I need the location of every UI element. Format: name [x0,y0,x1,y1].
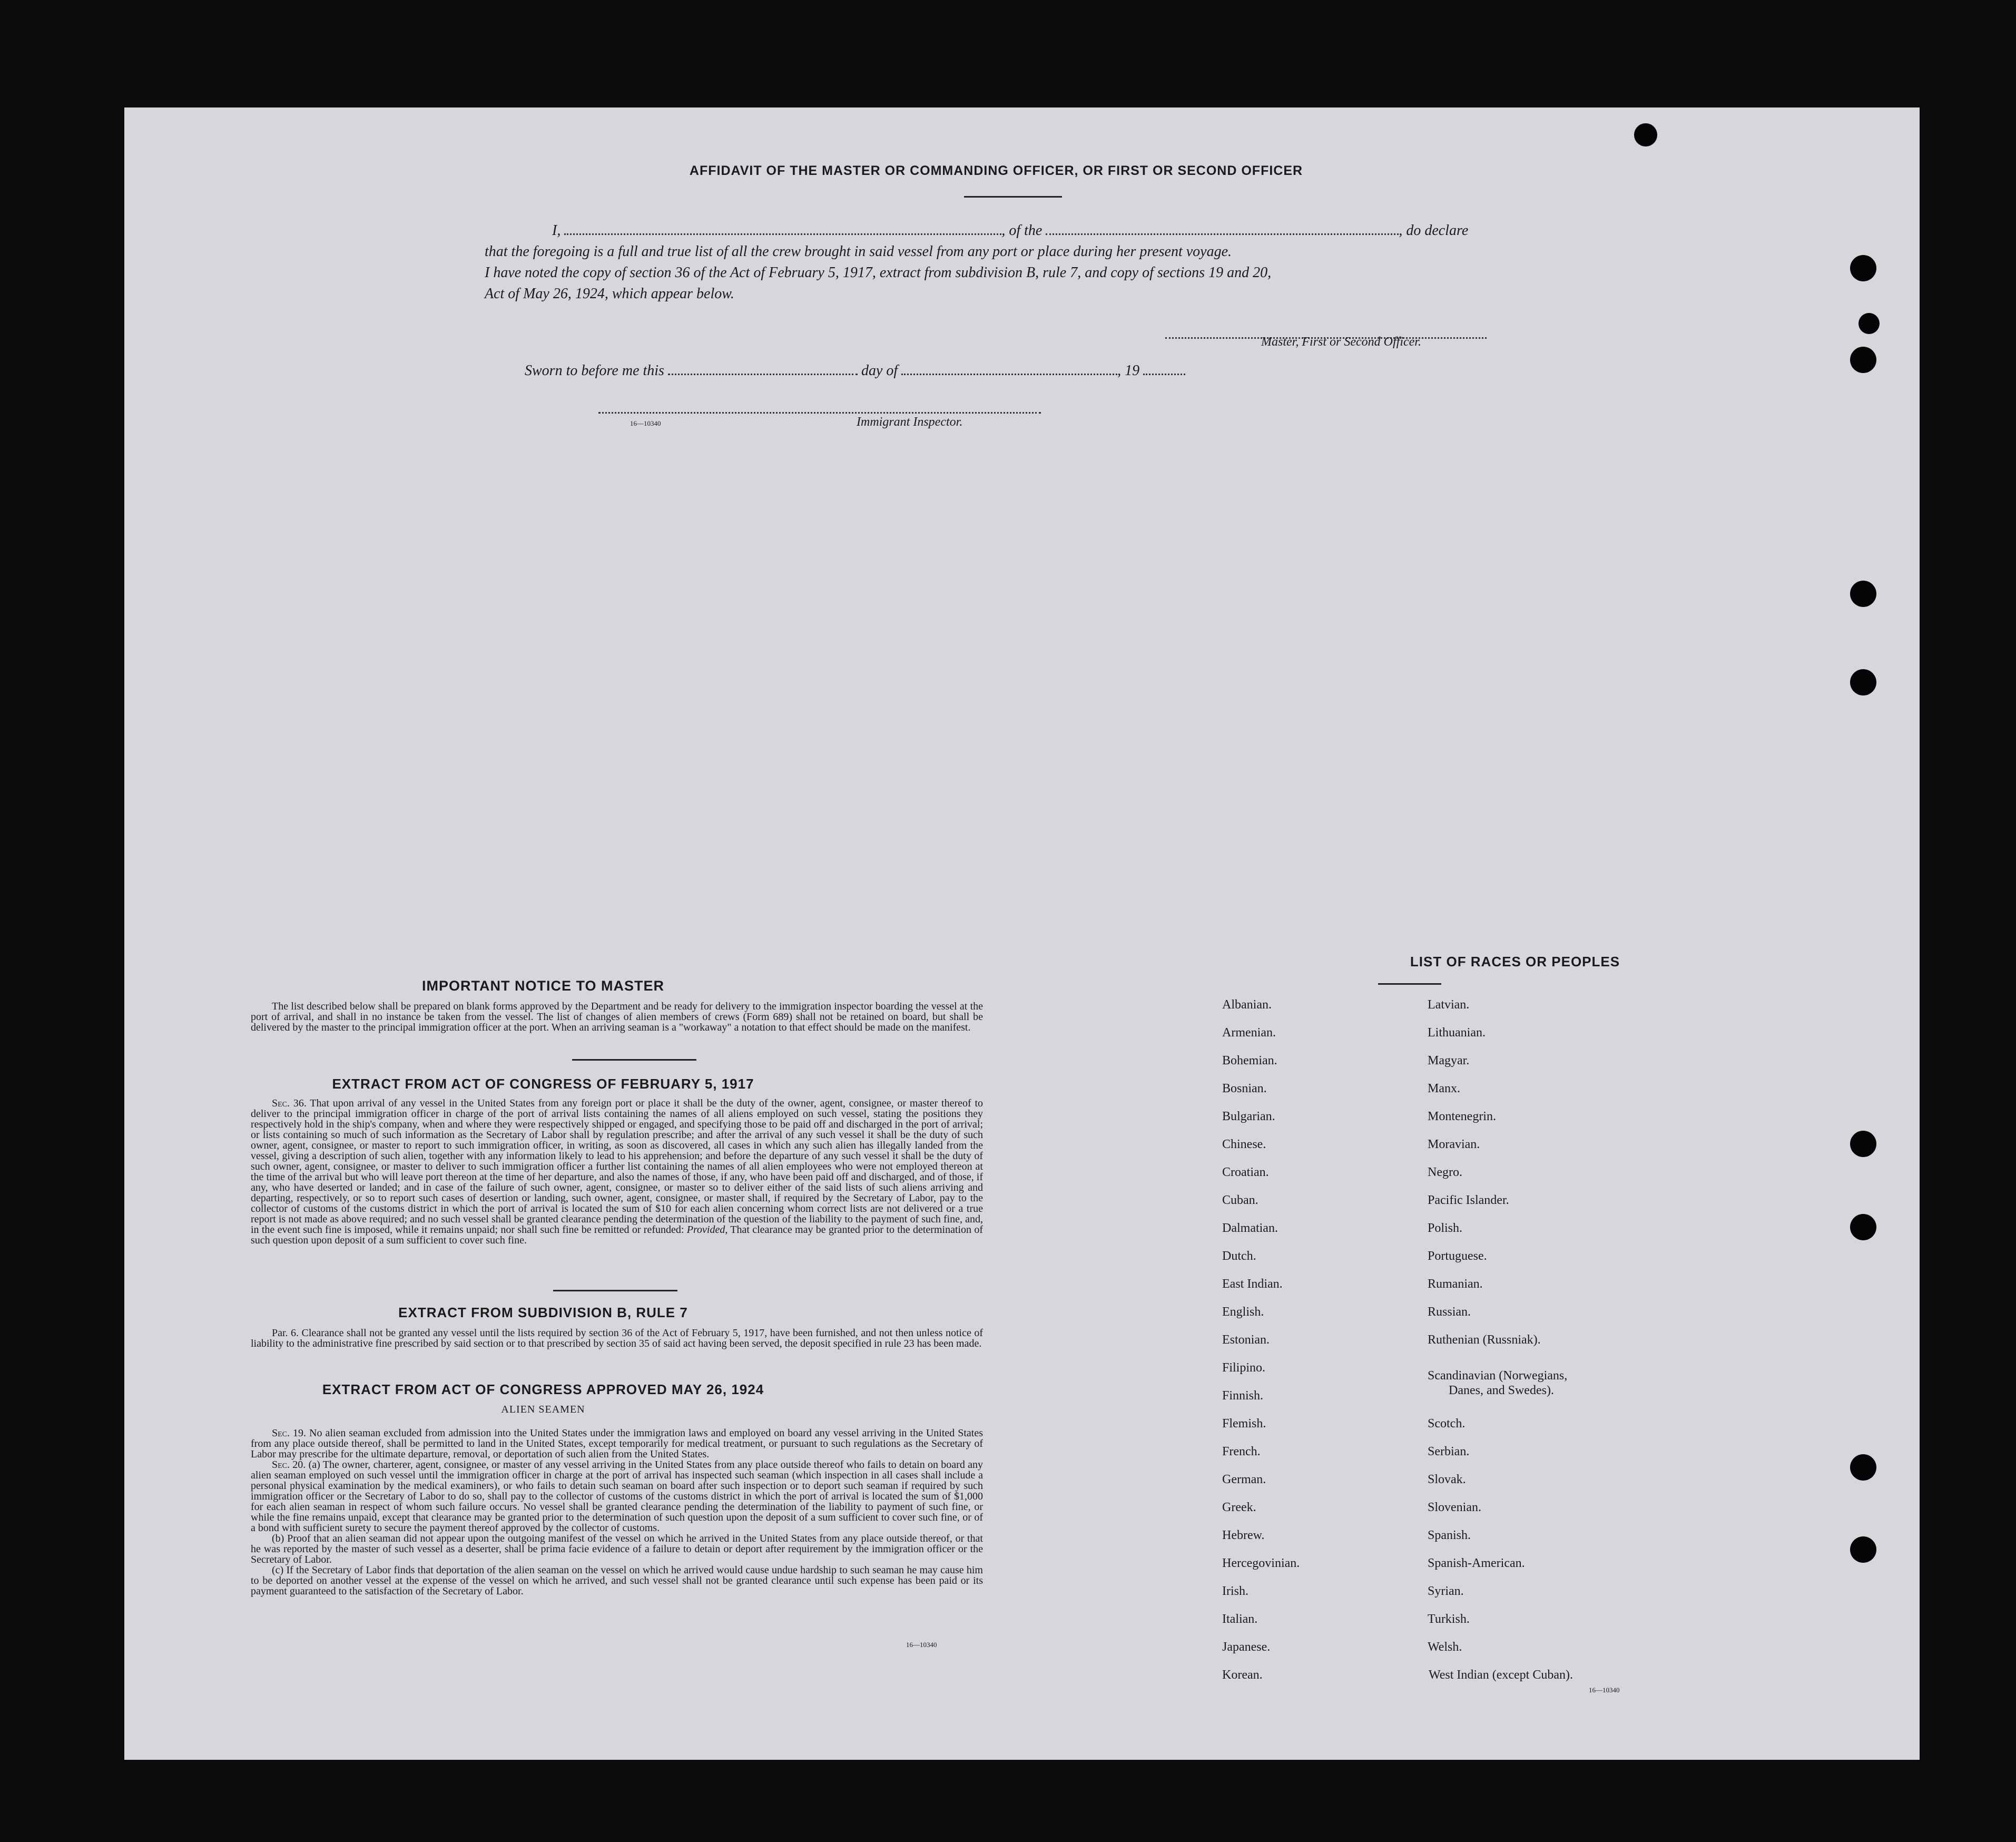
sec36-provided: Provided, [686,1224,728,1236]
sworn-line [525,362,1185,379]
affidavit-line4: Act of May 26, 1924, which appear below. [485,286,734,302]
race-left-7: Croatian. [1222,1165,1269,1179]
sec20c-text: (c) If the Secretary of Labor finds that deportation of the alien seaman on the vessel on which he arrived would cause undue hardship to such seaman he may cause him to be deported on another vessel at the expense of the vessel on which he arrived, and such vessel shall not be granted clearance until such expense has been paid or its payment guaranteed to the satisfaction of the Secretary of Labor. [251,1564,983,1597]
race-right-15: Danes, and Swedes). [1449,1384,1554,1397]
race-right-18: Slovak. [1428,1473,1466,1486]
extract-1917-body [251,1098,983,1246]
punch-hole-5 [1850,581,1876,607]
extract-1924-body [251,1428,983,1596]
punch-hole-8 [1850,1214,1876,1240]
race-left-17: French. [1222,1445,1261,1458]
race-right-16: Scotch. [1428,1417,1466,1431]
year-text: , 19 [1117,362,1140,379]
race-right-13: Ruthenian (Russniak). [1428,1333,1541,1347]
punch-hole-2 [1850,255,1876,281]
sworn-year-blank[interactable] [1143,374,1185,375]
affidavit-title: AFFIDAVIT OF THE MASTER OR COMMANDING OFFICER, OR FIRST OR SECOND OFFICER [689,163,1303,178]
race-left-16: Flemish. [1222,1417,1266,1431]
race-right-7: Negro. [1428,1165,1462,1179]
race-right-9: Polish. [1428,1221,1463,1235]
inspector-label: Immigrant Inspector. [857,415,963,429]
race-right-6: Moravian. [1428,1138,1480,1151]
sec20b-text: (b) Proof that an alien seaman did not appear upon the outgoing manifest of the vessel on which he arrived in the United States from any place outside thereof, or that he was reported by the master of such vessel as a deserter, shall be prima facie evidence of a failure to detain or deport after requirement by the immigration officer or the Secretary of Labor. [251,1533,983,1565]
affidavit-line3: I have noted the copy of section 36 of the Act of February 5, 1917, extract from subdivision B, rule 7, and copy of sections 19 and 20, [485,264,1272,281]
notice-body [251,1001,983,1033]
race-right-14: Scandinavian (Norwegians, [1428,1369,1568,1383]
form-number-top: 16—10340 [630,419,661,427]
form-number-left: 16—10340 [906,1641,937,1649]
race-left-18: German. [1222,1473,1266,1486]
race-left-8: Cuban. [1222,1193,1258,1207]
race-left-10: Dutch. [1222,1249,1256,1263]
race-right-12: Russian. [1428,1305,1471,1319]
sworn-date-blank[interactable] [668,374,858,375]
sworn-text: Sworn to before me this [525,362,664,379]
race-right-17: Serbian. [1428,1445,1470,1458]
sec20a-text: (a) The owner, charterer, agent, consignee, or master of any vessel arriving in the United States from any place outside thereof who fails to detain on board any alien seaman employed on such vessel until the immigration officer in charge at the port of arrival has inspected such seaman (which inspection in all cases shall include a personal physical examination by the medical examiners), or who fails to detain such seaman on board after such inspection or to deport such seaman if required by such immigration officer or the Secretary of Labor to do so, shall pay to the collector of customs of the customs district in which the port of arrival is located the sum of $1,000 for each alien seaman in respect of whom such failure occurs. No vessel shall be granted clearance pending the determination of the liability to payment of such fine, or while the fine remains unpaid, except that clearance may be granted prior to the determination of such question upon the deposit of a sum sufficient to cover such fine, or of a bond with sufficient surety to secure the payment thereof approved by the collector of customs. [251,1459,984,1534]
race-left-2: Armenian. [1222,1026,1276,1040]
race-right-25: West Indian (except Cuban). [1429,1668,1573,1682]
punch-hole-3 [1858,313,1880,334]
race-right-23: Turkish. [1428,1612,1470,1626]
race-left-11: East Indian. [1222,1277,1283,1291]
races-title-rule [1378,983,1441,985]
affidavit-line2: that the foregoing is a full and true list of all the crew brought in said vessel from any port or place during her present voyage. [485,243,1232,260]
race-left-22: Irish. [1222,1584,1248,1598]
notice-title: IMPORTANT NOTICE TO MASTER [422,978,664,994]
alien-seamen-heading: ALIEN SEAMEN [501,1404,585,1415]
race-right-1: Latvian. [1428,998,1470,1012]
race-right-2: Lithuanian. [1428,1026,1486,1040]
vessel-blank[interactable] [1046,233,1399,235]
affidavit-declare: , do declare [1399,222,1469,239]
race-right-5: Montenegrin. [1428,1110,1496,1123]
race-right-24: Welsh. [1428,1640,1462,1654]
name-blank[interactable] [564,233,1001,235]
race-right-4: Manx. [1428,1082,1460,1095]
race-right-19: Slovenian. [1428,1501,1481,1514]
sec20-label: Sec. 20. [272,1459,306,1471]
extract-1917-rule [572,1059,696,1061]
race-left-12: English. [1222,1305,1264,1319]
sec36-tail: That clearance may be granted prior to the determination of such question upon deposit of a sum sufficient to cover such fine. [251,1224,984,1246]
affidavit-title-rule [964,196,1062,198]
rule7-title: EXTRACT FROM SUBDIVISION B, RULE 7 [398,1305,688,1320]
inspector-signature-line[interactable] [598,412,1041,414]
race-left-13: Estonian. [1222,1333,1270,1347]
affidavit-line1 [552,222,1468,239]
extract-1924-title: EXTRACT FROM ACT OF CONGRESS APPROVED MAY 26, 1924 [322,1382,764,1397]
race-left-1: Albanian. [1222,998,1272,1012]
rule7-divider [553,1290,677,1291]
race-right-8: Pacific Islander. [1428,1193,1509,1207]
race-left-5: Bulgarian. [1222,1110,1275,1123]
race-right-11: Rumanian. [1428,1277,1483,1291]
race-left-14: Filipino. [1222,1361,1266,1375]
rule7-body [251,1328,983,1349]
rule7-text: Par. 6. Clearance shall not be granted any vessel until the lists required by section 36 of the Act of February 5, 1917, have been furnished, and not then unless notice of liability to the administrative fine prescribed by said section or to that prescribed by section 35 of said act having been served, the deposit specified in rule 23 has been made. [251,1327,983,1349]
race-left-21: Hercegovinian. [1222,1556,1300,1570]
sec19-label: Sec. 19. [272,1427,307,1439]
race-left-15: Finnish. [1222,1389,1264,1403]
punch-hole-9 [1850,1454,1876,1481]
form-number-right: 16—10340 [1589,1686,1620,1694]
punch-hole-4 [1850,347,1876,373]
race-left-23: Italian. [1222,1612,1258,1626]
form-sheet [124,107,1920,1760]
race-left-6: Chinese. [1222,1138,1266,1151]
master-signature-label: Master, First or Second Officer. [1261,335,1421,349]
race-left-20: Hebrew. [1222,1529,1265,1542]
day-of-text: day of [861,362,898,379]
punch-hole-10 [1850,1536,1876,1563]
punch-hole-6 [1850,669,1876,695]
race-right-22: Syrian. [1428,1584,1464,1598]
race-left-9: Dalmatian. [1222,1221,1278,1235]
punch-hole-7 [1850,1131,1876,1157]
sec36-text: That upon arrival of any vessel in the United States from any foreign port or place it shall be the duty of the owner, agent, consignee, or master thereof to deliver to the principal immigration officer in charge of the port of arrival lists containing the names of all aliens employed on such vessel, stating the positions they respectively hold in the ship's company, when and where they were respectively shipped or engaged, and specifying those to be paid off and discharged in the port of arrival; or lists containing so much of such information as the Secretary of Labor shall by regulation prescribe; and after the arrival of any such vessel it shall be the duty of such owner, agent, consignee, or master to report to such immigration officer, in writing, as soon as discovered, all cases in which any such alien has illegally landed from the vessel, giving a description of such alien, together with any information likely to lead to his apprehension; and before the departure of any such vessel it shall be the duty of such owner, agent, consignee, or master to deliver to such immigration officer a further list containing the names of all alien employees who were not employed thereon at the time of the arrival but who will leave port thereon at the time of her departure, and also the names of those, if any, who have been paid off and discharged, and of those, if any, who have deserted or landed; and in case of the failure of such owner, agent, consignee, or master so to deliver either of the said lists of such aliens arriving and departing, respectively, or so to report such cases of desertion or landing, such owner, agent, consignee, or master shall, if required by the Secretary of Labor, pay to the collector of customs of the customs district in which the port of arrival is located the sum of $10 for each alien concerning whom correct lists are not delivered or a true report is not made as above required; and no such vessel shall be granted clearance pending the determination of the question of the liability to the payment of such fine, and, in the event such fine is imposed, while it remains unpaid; nor shall such fine be remitted or refunded: [251,1098,984,1236]
affidavit-i: I, [552,222,561,239]
race-right-21: Spanish-American. [1428,1556,1525,1570]
extract-1917-title: EXTRACT FROM ACT OF CONGRESS OF FEBRUARY 5, 1917 [332,1076,754,1092]
races-title: LIST OF RACES OR PEOPLES [1410,954,1620,969]
race-left-4: Bosnian. [1222,1082,1267,1095]
race-right-10: Portuguese. [1428,1249,1487,1263]
race-left-25: Korean. [1222,1668,1263,1682]
race-right-20: Spanish. [1428,1529,1471,1542]
sec36-label: Sec. 36. [272,1098,307,1109]
sworn-month-blank[interactable] [901,374,1117,375]
notice-text: The list described below shall be prepared on blank forms approved by the Department and be ready for delivery to the immigration inspector boarding the vessel at the port of arrival, and shall in no instance be taken from the vessel. The list of changes of alien members of crews (Form 689) shall not be retained on board, but shall be delivered by the master to the principal immigration officer at the port. When an arriving seaman is a "workaway" a notation to that effect should be made on the manifest. [251,1001,983,1033]
sec19-text: No alien seaman excluded from admission into the United States under the immigration laws and employed on board any vessel arriving in the United States from any place outside thereof, shall be permitted to land in the United States, except temporarily for medical treatment, or pursuant to such regulations as the Secretary of Labor may prescribe for the ultimate departure, removal, or deportation of such alien from the United States. [251,1427,984,1460]
affidavit-of-the: , of the [1001,222,1043,239]
race-left-24: Japanese. [1222,1640,1271,1654]
race-right-3: Magyar. [1428,1054,1470,1067]
punch-hole-1 [1634,123,1657,146]
race-left-19: Greek. [1222,1501,1256,1514]
race-left-3: Bohemian. [1222,1054,1277,1067]
